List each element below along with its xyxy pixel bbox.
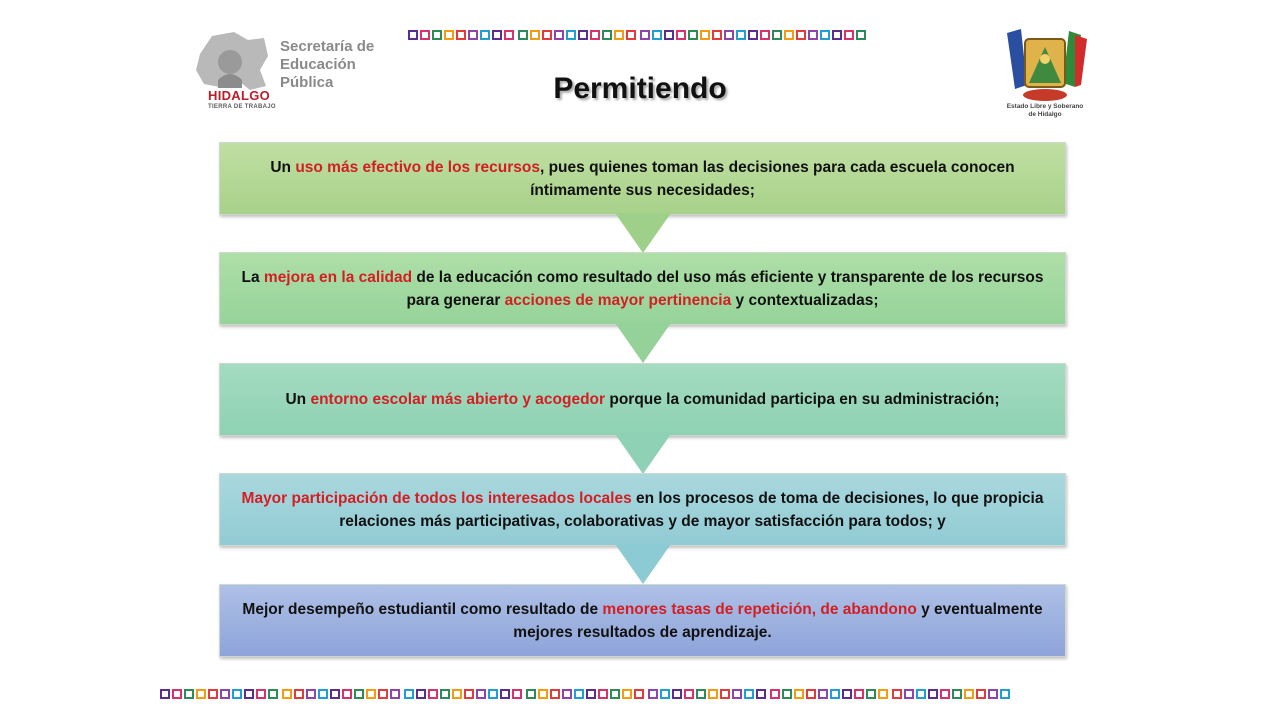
pattern-square bbox=[940, 689, 950, 699]
pattern-square bbox=[856, 30, 866, 40]
pattern-square bbox=[184, 689, 194, 699]
page-title: Permitiendo bbox=[553, 72, 727, 105]
pattern-group bbox=[640, 30, 866, 40]
pattern-square bbox=[444, 30, 454, 40]
pattern-square bbox=[244, 689, 254, 699]
pattern-square bbox=[610, 689, 620, 699]
pattern-square bbox=[928, 689, 938, 699]
pattern-group bbox=[518, 30, 636, 40]
pattern-square bbox=[468, 30, 478, 40]
pattern-square bbox=[330, 689, 340, 699]
flow-box-3 bbox=[219, 363, 1066, 436]
body-text: de la educación como resultado del uso más eficiente y transparente de los recursos para generar bbox=[406, 268, 1044, 309]
pattern-square bbox=[736, 30, 746, 40]
pattern-square bbox=[626, 30, 636, 40]
pattern-square bbox=[586, 689, 596, 699]
pattern-square bbox=[648, 689, 658, 699]
pattern-group bbox=[282, 689, 400, 699]
pattern-square bbox=[282, 689, 292, 699]
body-text: La bbox=[241, 268, 264, 286]
crest-caption-line: de Hidalgo bbox=[1028, 111, 1062, 118]
arrow-down-icon bbox=[613, 434, 673, 474]
pattern-square bbox=[916, 689, 926, 699]
pattern-square bbox=[554, 30, 564, 40]
pattern-square bbox=[160, 689, 170, 699]
pattern-square bbox=[574, 689, 584, 699]
pattern-square bbox=[306, 689, 316, 699]
pattern-square bbox=[432, 30, 442, 40]
flow-box-text bbox=[285, 388, 999, 411]
pattern-group bbox=[404, 689, 522, 699]
pattern-square bbox=[664, 30, 674, 40]
highlighted-text: menores tasas de repetición, de abandono bbox=[602, 600, 917, 618]
pattern-square bbox=[476, 689, 486, 699]
pattern-square bbox=[550, 689, 560, 699]
pattern-square bbox=[208, 689, 218, 699]
pattern-square bbox=[640, 30, 650, 40]
pattern-square bbox=[268, 689, 278, 699]
body-text: , pues quienes toman las decisiones para cada escuela conocen íntimamente sus necesidades; bbox=[530, 158, 1015, 199]
pattern-square bbox=[440, 689, 450, 699]
pattern-square bbox=[672, 689, 682, 699]
body-text: porque la comunidad participa en su administración; bbox=[605, 391, 1000, 408]
pattern-square bbox=[456, 30, 466, 40]
arrow-down-icon bbox=[613, 213, 673, 253]
pattern-square bbox=[404, 689, 414, 699]
highlighted-text: Mayor participación de todos los interesados locales bbox=[241, 489, 632, 507]
state-tagline: TIERRA DE TRABAJO bbox=[208, 104, 276, 110]
state-name: HIDALGO bbox=[208, 88, 271, 103]
pattern-square bbox=[712, 30, 722, 40]
flow-box-2 bbox=[219, 252, 1066, 325]
pattern-square bbox=[464, 689, 474, 699]
pattern-square bbox=[602, 30, 612, 40]
pattern-square bbox=[1000, 689, 1010, 699]
pattern-group bbox=[648, 689, 766, 699]
pattern-square bbox=[172, 689, 182, 699]
sep-name-line: Secretaría de bbox=[280, 38, 375, 55]
pattern-square bbox=[892, 689, 902, 699]
pattern-square bbox=[696, 689, 706, 699]
pattern-square bbox=[988, 689, 998, 699]
body-text: Un bbox=[270, 158, 296, 176]
pattern-square bbox=[842, 689, 852, 699]
pattern-square bbox=[782, 689, 792, 699]
pattern-square bbox=[542, 30, 552, 40]
pattern-square bbox=[416, 689, 426, 699]
pattern-square bbox=[806, 689, 816, 699]
pattern-group bbox=[770, 689, 888, 699]
flow-box-text bbox=[240, 487, 1045, 533]
pattern-square bbox=[420, 30, 430, 40]
pattern-square bbox=[634, 689, 644, 699]
flow-box-1 bbox=[219, 142, 1066, 215]
pattern-square bbox=[614, 30, 624, 40]
arrow-down-icon bbox=[613, 544, 673, 584]
pattern-square bbox=[760, 30, 770, 40]
pattern-square bbox=[808, 30, 818, 40]
pattern-square bbox=[830, 689, 840, 699]
pattern-square bbox=[530, 30, 540, 40]
flow-box-5 bbox=[219, 584, 1066, 657]
pattern-square bbox=[480, 30, 490, 40]
pattern-square bbox=[366, 689, 376, 699]
pattern-square bbox=[770, 689, 780, 699]
highlighted-text: mejora en la calidad bbox=[263, 268, 413, 286]
pattern-square bbox=[526, 689, 536, 699]
body-text: en los procesos de toma de decisiones, lo que propicia relaciones más participativas, colaborativas y de mayor satisfacción para todos; y bbox=[339, 489, 1044, 530]
pattern-square bbox=[784, 30, 794, 40]
pattern-square bbox=[708, 689, 718, 699]
pattern-square bbox=[744, 689, 754, 699]
sep-name-line: Educación bbox=[280, 56, 356, 73]
pattern-square bbox=[566, 30, 576, 40]
pattern-square bbox=[504, 30, 514, 40]
pattern-square bbox=[700, 30, 710, 40]
pattern-group bbox=[892, 689, 1010, 699]
pattern-square bbox=[866, 689, 876, 699]
pattern-square bbox=[622, 689, 632, 699]
pattern-square bbox=[590, 30, 600, 40]
pattern-square bbox=[748, 30, 758, 40]
bottom-decorative-strip bbox=[160, 689, 1010, 699]
crest-caption-line: Estado Libre y Soberano bbox=[1006, 103, 1084, 110]
highlighted-text: acciones de mayor pertinencia bbox=[504, 291, 732, 309]
pattern-square bbox=[732, 689, 742, 699]
body-text: Un bbox=[285, 391, 311, 408]
pattern-square bbox=[818, 689, 828, 699]
highlighted-text: uso más efectivo de los recursos bbox=[295, 158, 540, 176]
pattern-square bbox=[354, 689, 364, 699]
pattern-square bbox=[854, 689, 864, 699]
pattern-square bbox=[232, 689, 242, 699]
pattern-square bbox=[772, 30, 782, 40]
pattern-group bbox=[526, 689, 644, 699]
arrow-down-icon bbox=[613, 323, 673, 363]
pattern-square bbox=[794, 689, 804, 699]
pattern-square bbox=[538, 689, 548, 699]
pattern-square bbox=[408, 30, 418, 40]
pattern-square bbox=[660, 689, 670, 699]
pattern-square bbox=[878, 689, 888, 699]
flow-box-4 bbox=[219, 473, 1066, 546]
flow-box-text bbox=[240, 598, 1045, 644]
pattern-square bbox=[428, 689, 438, 699]
pattern-square bbox=[492, 30, 502, 40]
pattern-square bbox=[844, 30, 854, 40]
pattern-square bbox=[720, 689, 730, 699]
pattern-square bbox=[820, 30, 830, 40]
pattern-square bbox=[220, 689, 230, 699]
pattern-square bbox=[952, 689, 962, 699]
pattern-square bbox=[512, 689, 522, 699]
pattern-square bbox=[688, 30, 698, 40]
pattern-square bbox=[390, 689, 400, 699]
pattern-square bbox=[256, 689, 266, 699]
pattern-square bbox=[904, 689, 914, 699]
body-text: y eventualmente mejores resultados de aprendizaje. bbox=[513, 600, 1043, 641]
pattern-square bbox=[378, 689, 388, 699]
pattern-square bbox=[976, 689, 986, 699]
pattern-square bbox=[724, 30, 734, 40]
body-text: y contextualizadas; bbox=[731, 291, 879, 309]
pattern-group bbox=[408, 30, 514, 40]
top-decorative-strip bbox=[408, 30, 866, 40]
pattern-square bbox=[676, 30, 686, 40]
highlighted-text: entorno escolar más abierto y acogedor bbox=[310, 391, 606, 408]
body-text: Mejor desempeño estudiantil como resultado de bbox=[242, 600, 603, 618]
flow-box-text bbox=[240, 156, 1045, 202]
pattern-square bbox=[756, 689, 766, 699]
flow-box-text bbox=[240, 266, 1045, 312]
pattern-square bbox=[518, 30, 528, 40]
pattern-square bbox=[294, 689, 304, 699]
pattern-square bbox=[796, 30, 806, 40]
pattern-square bbox=[196, 689, 206, 699]
pattern-square bbox=[342, 689, 352, 699]
pattern-square bbox=[500, 689, 510, 699]
pattern-square bbox=[652, 30, 662, 40]
pattern-square bbox=[318, 689, 328, 699]
pattern-square bbox=[684, 689, 694, 699]
sep-name-line: Pública bbox=[280, 74, 334, 91]
pattern-square bbox=[488, 689, 498, 699]
pattern-square bbox=[964, 689, 974, 699]
pattern-square bbox=[578, 30, 588, 40]
pattern-square bbox=[598, 689, 608, 699]
pattern-group bbox=[160, 689, 278, 699]
pattern-square bbox=[832, 30, 842, 40]
pattern-square bbox=[562, 689, 572, 699]
pattern-square bbox=[452, 689, 462, 699]
